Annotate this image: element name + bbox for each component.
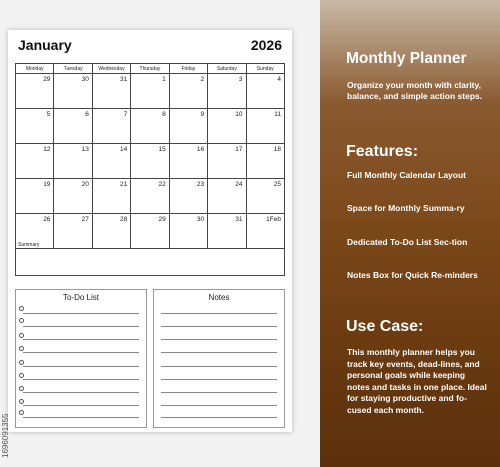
notes-line xyxy=(161,339,277,340)
todo-line xyxy=(23,326,139,327)
day-cell: 3 xyxy=(208,74,246,109)
todo-checkbox-icon xyxy=(19,373,24,378)
todo-checkbox-icon xyxy=(19,346,24,351)
day-cell: 14 xyxy=(92,144,130,179)
todo-box xyxy=(15,289,147,428)
notes-line xyxy=(161,417,277,418)
summary-box xyxy=(15,240,285,276)
todo-checkbox-icon xyxy=(19,306,24,311)
notes-line xyxy=(161,366,277,367)
stock-id-text: 1696091355 xyxy=(1,413,10,458)
day-cell: 26 xyxy=(16,214,54,249)
day-cell: 1 xyxy=(131,74,169,109)
day-cell: 25 xyxy=(246,179,284,214)
notes-line xyxy=(161,379,277,380)
day-cell: 30 xyxy=(54,74,92,109)
day-cell: 16 xyxy=(169,144,207,179)
panel-title: Monthly Planner xyxy=(346,50,467,67)
use-case-body: This monthly planner helps you track key events, dead-lines, and personal goals while keeping notes and tasks in one place. Ideal for staying productive and fo-cused each month. xyxy=(347,347,487,415)
day-cell: 2 xyxy=(169,74,207,109)
day-cell: 7 xyxy=(92,109,130,144)
weekday-header: Thursday xyxy=(131,64,169,74)
day-cell: 11 xyxy=(246,109,284,144)
weekday-header-row xyxy=(16,64,285,74)
notes-line xyxy=(161,392,277,393)
feature-item: Space for Monthly Summa-ry xyxy=(347,203,465,213)
day-cell: 21 xyxy=(92,179,130,214)
day-cell: 8 xyxy=(131,109,169,144)
day-cell: 31 xyxy=(208,214,246,249)
notes-line xyxy=(161,313,277,314)
todo-line xyxy=(23,313,139,314)
summary-label: Summary xyxy=(18,242,40,248)
weekday-header: Friday xyxy=(169,64,207,74)
year-title: 2026 xyxy=(250,37,282,53)
day-cell: 22 xyxy=(131,179,169,214)
day-cell: 29 xyxy=(16,74,54,109)
notes-title: Notes xyxy=(208,293,230,302)
month-title: January xyxy=(18,37,72,53)
todo-line xyxy=(23,405,139,406)
notes-line xyxy=(161,405,277,406)
week-row xyxy=(16,109,285,144)
todo-line xyxy=(23,366,139,367)
day-cell: 13 xyxy=(54,144,92,179)
todo-checkbox-icon xyxy=(19,318,24,323)
panel-intro: Organize your month with clarity, balance, and simple action steps. xyxy=(347,80,483,101)
day-cell: 20 xyxy=(54,179,92,214)
weekday-header: Sunday xyxy=(246,64,284,74)
day-cell: 24 xyxy=(208,179,246,214)
info-panel xyxy=(320,0,500,467)
day-cell: 30 xyxy=(169,214,207,249)
todo-line xyxy=(23,392,139,393)
weekday-header: Saturday xyxy=(208,64,246,74)
feature-item: Dedicated To-Do List Sec-tion xyxy=(347,237,468,247)
stock-id-watermark xyxy=(1,350,11,460)
notes-line xyxy=(161,326,277,327)
features-heading: Features: xyxy=(346,143,419,160)
todo-line xyxy=(23,339,139,340)
day-cell: 28 xyxy=(92,214,130,249)
todo-checkbox-icon xyxy=(19,386,24,391)
day-cell: 31 xyxy=(92,74,130,109)
day-cell: 9 xyxy=(169,109,207,144)
todo-checkbox-icon xyxy=(19,410,24,415)
day-cell: 19 xyxy=(16,179,54,214)
week-row xyxy=(16,179,285,214)
day-cell: 10 xyxy=(208,109,246,144)
feature-item: Full Monthly Calendar Layout xyxy=(347,170,467,180)
day-cell: 12 xyxy=(16,144,54,179)
day-cell: 15 xyxy=(131,144,169,179)
day-cell: 27 xyxy=(54,214,92,249)
day-cell: 18 xyxy=(246,144,284,179)
week-row xyxy=(16,144,285,179)
feature-item: Notes Box for Quick Re-minders xyxy=(347,270,478,280)
planner-page xyxy=(8,30,292,432)
todo-checkbox-icon xyxy=(19,360,24,365)
day-cell: 23 xyxy=(169,179,207,214)
day-cell: 5 xyxy=(16,109,54,144)
day-cell: 1Feb xyxy=(246,214,284,249)
todo-line xyxy=(23,352,139,353)
todo-checkbox-icon xyxy=(19,399,24,404)
notes-line xyxy=(161,352,277,353)
notes-box xyxy=(153,289,285,428)
weekday-header: Tuesday xyxy=(54,64,92,74)
week-row xyxy=(16,74,285,109)
todo-title: To-Do List xyxy=(62,293,99,302)
use-case-heading: Use Case: xyxy=(346,318,424,335)
todo-line xyxy=(23,379,139,380)
todo-line xyxy=(23,417,139,418)
weekday-header: Monday xyxy=(16,64,54,74)
calendar-grid xyxy=(15,63,285,249)
todo-checkbox-icon xyxy=(19,333,24,338)
day-cell: 4 xyxy=(246,74,284,109)
day-cell: 17 xyxy=(208,144,246,179)
weekday-header: Wednesday xyxy=(92,64,130,74)
day-cell: 29 xyxy=(131,214,169,249)
day-cell: 6 xyxy=(54,109,92,144)
